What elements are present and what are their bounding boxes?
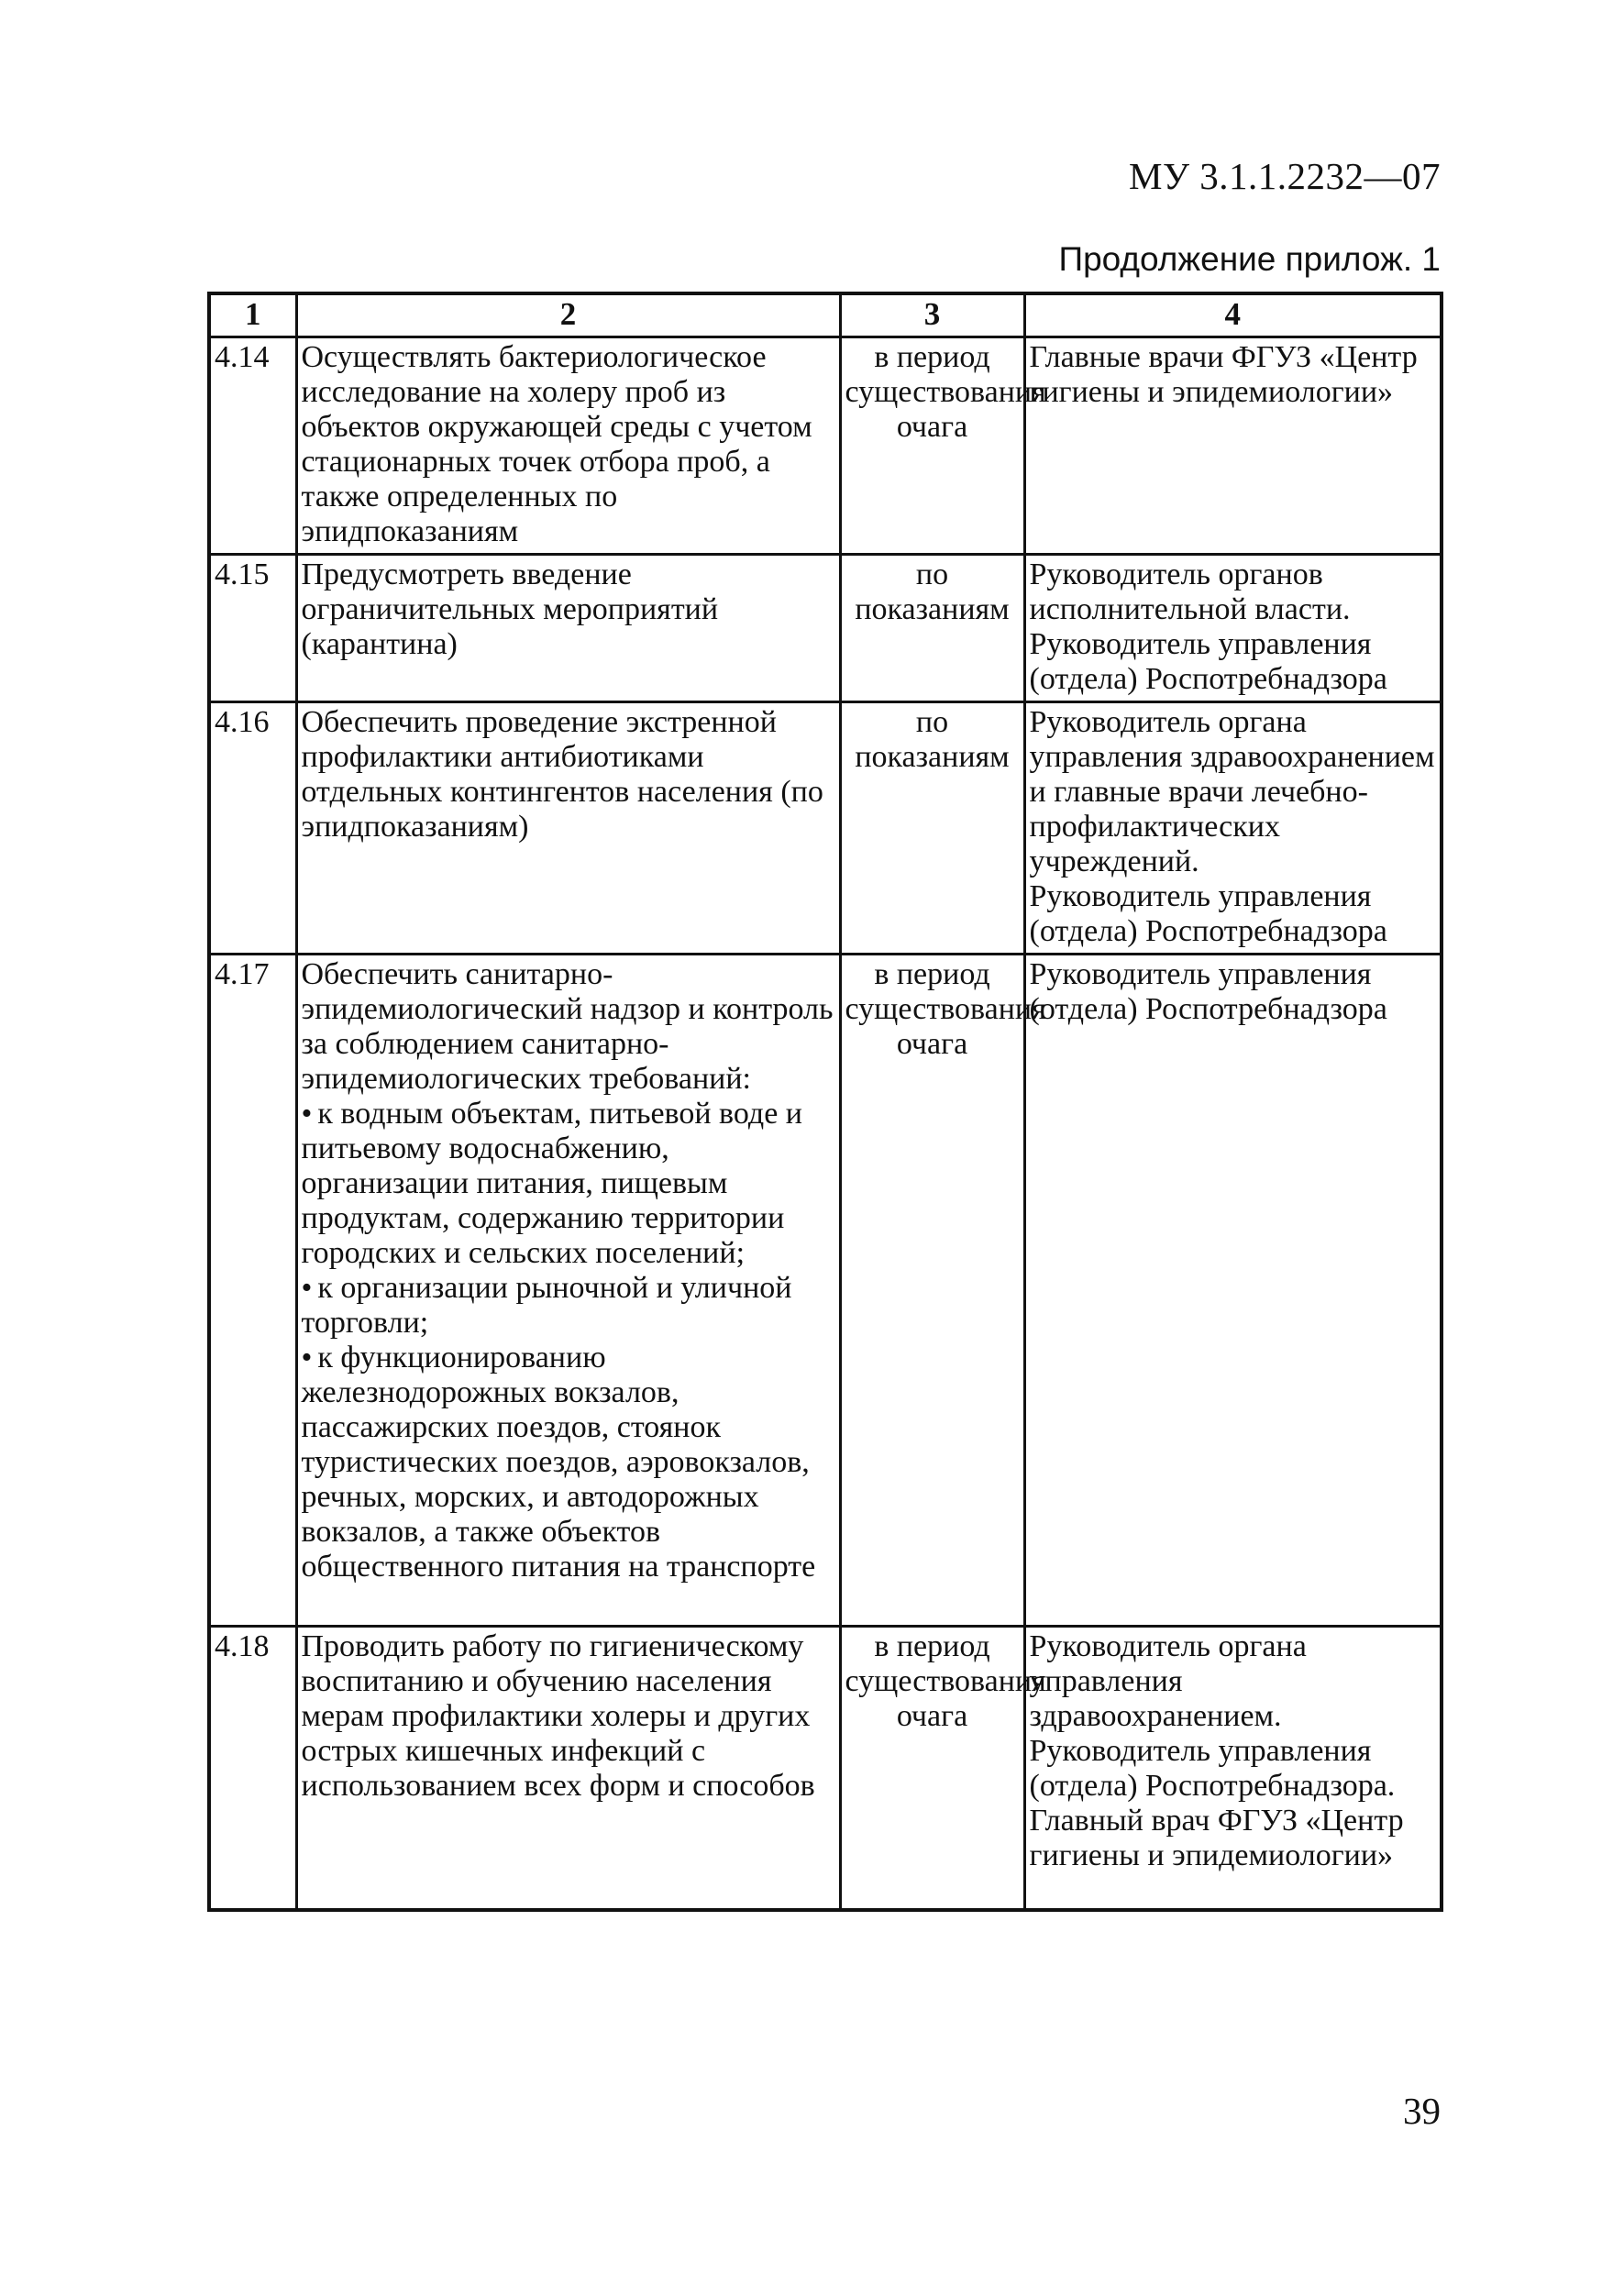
responsible-text: Руководитель органов исполнительной власти. bbox=[1029, 557, 1351, 626]
responsible-text: Главный врач ФГУЗ «Центр гигиены и эпидемиологии» bbox=[1029, 1804, 1404, 1872]
responsible-cell bbox=[1024, 337, 1442, 555]
bullet-icon: • bbox=[301, 1097, 313, 1131]
responsible-text: Руководитель управления (отдела) Роспотребнадзора bbox=[1029, 957, 1387, 1026]
measure-text: Обеспечить проведение экстренной профилактики антибиотиками отдельных контингентов населения (по эпидпоказаниям) bbox=[301, 705, 823, 844]
term-cell: по показаниям bbox=[840, 702, 1024, 955]
column-header: 2 bbox=[296, 293, 840, 337]
table-body bbox=[209, 337, 1442, 1911]
row-number: 4.14 bbox=[209, 337, 296, 555]
measure-text: Проводить работу по гигиеническому воспитанию и обучению населения мерам профилактики холеры и других острых кишечных инфекций с использованием всех форм и способов bbox=[301, 1629, 815, 1803]
column-header: 1 bbox=[209, 293, 296, 337]
table-row bbox=[209, 337, 1442, 555]
table-row bbox=[209, 555, 1442, 702]
responsible-cell bbox=[1024, 1627, 1442, 1911]
row-number: 4.16 bbox=[209, 702, 296, 955]
measure-bullet-item bbox=[302, 1341, 835, 1584]
measure-bullet-item bbox=[302, 1271, 835, 1341]
measure-cell bbox=[296, 955, 840, 1627]
term-cell: в период существования очага bbox=[840, 955, 1024, 1627]
measure-text: Обеспечить санитарно-эпидемиологический надзор и контроль за соблюдением санитарно-эпидемиологических требований: bbox=[301, 957, 834, 1096]
bullet-text: к функционированию железнодорожных вокзалов, пассажирских поездов, стоянок туристических поездов, аэровокзалов, речных, морских, и автодорожных вокзалов, а также объектов общественного питания на транспорте bbox=[301, 1341, 816, 1584]
responsible-text: Руководитель управления (отдела) Роспотребнадзора bbox=[1029, 879, 1387, 948]
page-number: 39 bbox=[1403, 2090, 1441, 2132]
row-number: 4.15 bbox=[209, 555, 296, 702]
responsible-cell bbox=[1024, 702, 1442, 955]
measure-text: Осуществлять бактериологическое исследование на холеру проб из объектов окружающей среды с учетом стационарных точек отбора проб, а также определенных по эпидпоказаниям bbox=[301, 340, 812, 548]
bullet-icon: • bbox=[301, 1341, 313, 1374]
table-row bbox=[209, 1627, 1442, 1911]
responsible-cell bbox=[1024, 555, 1442, 702]
responsible-text: Руководитель органа управления здравоохранением и главные врачи лечебно-профилактических учреждений. bbox=[1029, 705, 1435, 878]
measure-bullet-item bbox=[302, 1097, 835, 1271]
document-code: МУ 3.1.1.2232—07 bbox=[1129, 155, 1441, 197]
bullet-text: к организации рыночной и уличной торговли; bbox=[301, 1271, 792, 1340]
term-cell: в период существования очага bbox=[840, 337, 1024, 555]
continuation-label: Продолжение прилож. 1 bbox=[1058, 240, 1441, 278]
term-cell: по показаниям bbox=[840, 555, 1024, 702]
row-number: 4.18 bbox=[209, 1627, 296, 1911]
term-cell: в период существования очага bbox=[840, 1627, 1024, 1911]
row-number: 4.17 bbox=[209, 955, 296, 1627]
responsible-text: Руководитель органа управления здравоохранением. bbox=[1029, 1629, 1307, 1733]
measure-cell bbox=[296, 337, 840, 555]
responsible-text: Руководитель управления (отдела) Роспотребнадзора bbox=[1029, 627, 1387, 696]
responsible-text: Главные врачи ФГУЗ «Центр гигиены и эпидемиологии» bbox=[1029, 340, 1418, 409]
measures-table bbox=[207, 292, 1443, 1912]
column-header: 4 bbox=[1024, 293, 1442, 337]
bullet-text: к водным объектам, питьевой воде и питьевому водоснабжению, организации питания, пищевым продуктам, содержанию территории городских и сельских поселений; bbox=[301, 1097, 802, 1270]
table-header-row bbox=[209, 293, 1442, 337]
bullet-icon: • bbox=[301, 1271, 313, 1305]
responsible-text: Руководитель управления (отдела) Роспотребнадзора. bbox=[1029, 1734, 1396, 1803]
table-row bbox=[209, 702, 1442, 955]
table-row bbox=[209, 955, 1442, 1627]
measure-cell bbox=[296, 702, 840, 955]
measure-text: Предусмотреть введение ограничительных мероприятий (карантина) bbox=[301, 557, 719, 661]
measure-cell bbox=[296, 1627, 840, 1911]
column-header: 3 bbox=[840, 293, 1024, 337]
measure-cell bbox=[296, 555, 840, 702]
responsible-cell bbox=[1024, 955, 1442, 1627]
